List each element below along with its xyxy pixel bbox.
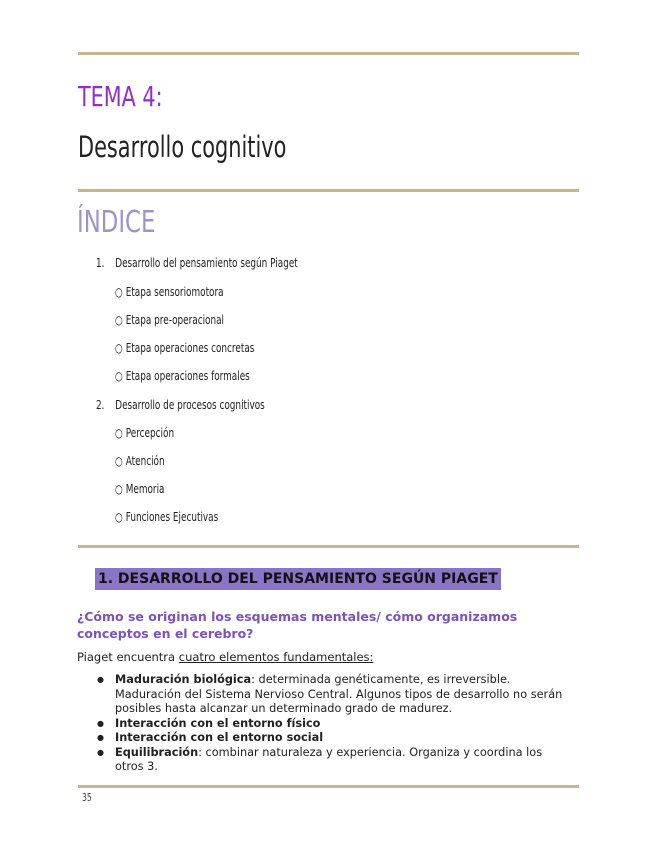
intro-text: Piaget encuentra cuatro elementos fundamentales: — [77, 650, 374, 664]
toc-subitem: ○ Etapa operaciones concretas — [115, 341, 255, 355]
circle-bullet-icon: ○ — [115, 313, 123, 327]
section-heading: 1. DESARROLLO DEL PENSAMIENTO SEGÚN PIAGET — [95, 568, 501, 590]
list-item-term: Maduración biológica — [115, 673, 252, 686]
top-rule — [78, 52, 579, 55]
list-item — [77, 746, 572, 775]
footer-rule — [78, 785, 579, 788]
topic-title: Desarrollo cognitivo — [78, 130, 287, 164]
page-number: 35 — [82, 791, 92, 804]
toc-item-label: Desarrollo del pensamiento según Piaget — [115, 256, 298, 270]
circle-bullet-icon: ○ — [115, 510, 123, 524]
index-rule — [78, 545, 579, 548]
topic-number: TEMA 4: — [78, 80, 163, 113]
circle-bullet-icon: ○ — [115, 369, 123, 383]
circle-bullet-icon: ○ — [115, 482, 123, 496]
circle-bullet-icon: ○ — [115, 426, 123, 440]
list-item-term: Interacción con el entorno físico — [115, 716, 321, 730]
list-item-term: Interacción con el entorno social — [115, 731, 324, 744]
list-item — [77, 717, 572, 732]
toc-subitem: ○ Etapa pre-operacional — [115, 313, 225, 327]
circle-bullet-icon: ○ — [115, 285, 123, 299]
elements-list — [77, 673, 572, 775]
toc-item-label: Desarrollo de procesos cognitivos — [115, 398, 265, 412]
header-rule — [78, 189, 579, 192]
circle-bullet-icon: ○ — [115, 341, 123, 355]
toc-subitem: ○ Etapa operaciones formales — [115, 369, 250, 383]
toc-subitem: ○ Percepción — [115, 426, 175, 440]
circle-bullet-icon: ○ — [115, 454, 123, 468]
toc-subitem: ○ Funciones Ejecutivas — [115, 510, 219, 524]
toc-subitem: ○ Etapa sensoriomotora — [115, 285, 224, 299]
toc-item-number: 2. — [96, 398, 105, 412]
toc-item-1 — [96, 256, 298, 270]
underlined-phrase: cuatro elementos fundamentales: — [178, 650, 374, 664]
toc-subitem: ○ Memoria — [115, 482, 165, 496]
toc-item-number: 1. — [96, 256, 105, 270]
list-item-term: Equilibración — [115, 745, 199, 759]
index-title: ÍNDICE — [77, 205, 156, 240]
list-item — [77, 731, 572, 746]
section-question: ¿Cómo se originan los esquemas mentales/ cómo organizamos conceptos en el cerebro? — [77, 609, 518, 641]
toc-item-2 — [96, 398, 265, 412]
list-item — [77, 673, 572, 717]
toc-subitem: ○ Atención — [115, 454, 165, 468]
list-item-text: : combinar naturaleza y experiencia. Organiza y coordina los otros 3. — [115, 745, 543, 773]
list-item-text: : determinada genéticamente, es irreversible. Maduración del Sistema Nervioso Central. Algunos tipos de desarrollo no serán posibles hasta alcanzar un determinado grado de madurez. — [115, 673, 563, 715]
